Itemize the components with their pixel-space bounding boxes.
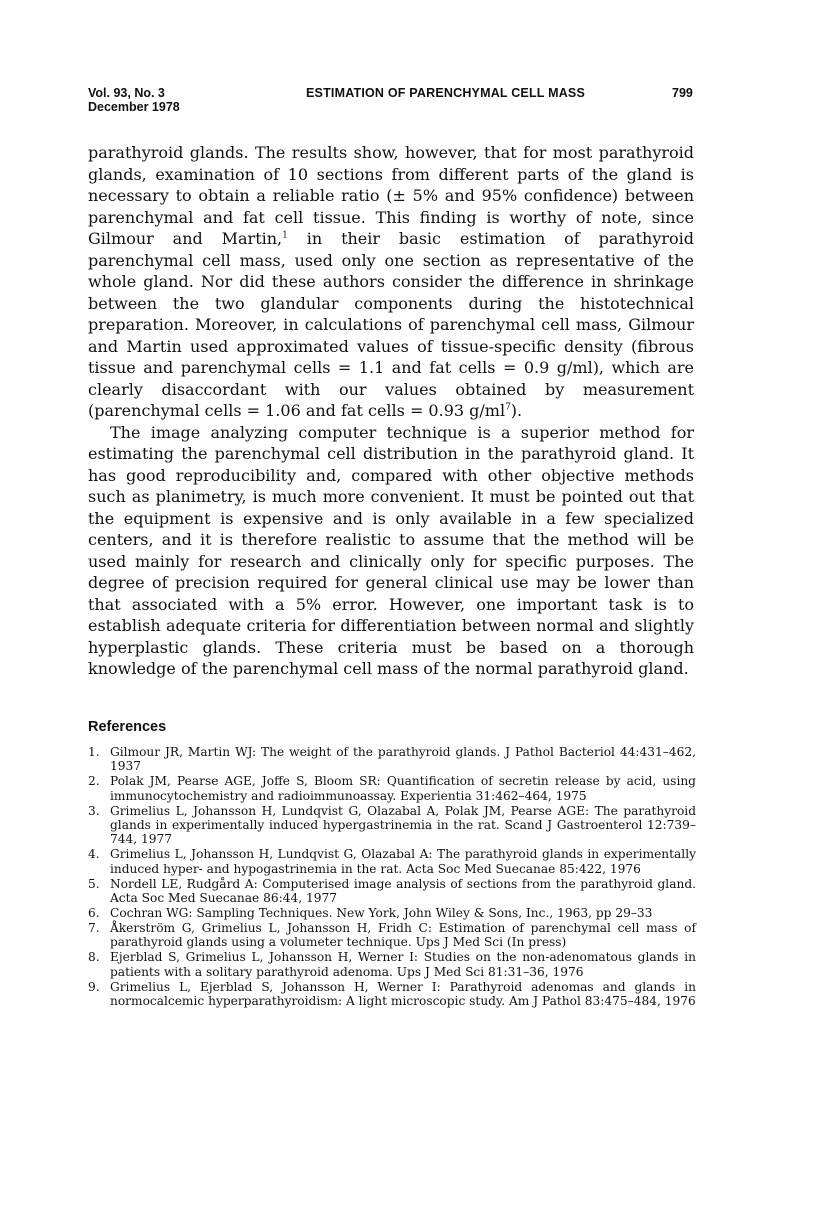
reference-text: Cochran WG: Sampling Techniques. New York, John Wiley & Sons, Inc., 1963, pp 29–33: [110, 905, 653, 920]
references-list: [88, 745, 696, 1009]
reference-number: 6.: [88, 905, 100, 920]
paragraph-1-part-c: ).: [510, 401, 523, 420]
reference-number: 4.: [88, 847, 100, 862]
reference-item: [88, 921, 696, 950]
reference-number: 2.: [88, 774, 100, 789]
reference-item: [88, 980, 696, 1009]
body-text: [88, 142, 694, 680]
reference-number: 5.: [88, 876, 100, 891]
reference-text: Polak JM, Pearse AGE, Joffe S, Bloom SR: Quantification of secretin release by acid, using immunocytochemistry and radioimmunoassay. Experientia 31:462–464, 1975: [110, 774, 696, 803]
reference-item: [88, 950, 696, 979]
volume-number: Vol. 93, No. 3: [88, 86, 165, 100]
reference-text: Grimelius L, Johansson H, Lundqvist G, Olazabal A, Polak JM, Pearse AGE: The parathyroid glands in experimentally induced hypergastrinemia in the rat. Scand J Gastroenterol 12:739–744, 1977: [110, 803, 696, 847]
reference-text: Gilmour JR, Martin WJ: The weight of the parathyroid glands. J Pathol Bacteriol 44:431–462, 1937: [110, 745, 696, 774]
journal-issue: [88, 86, 180, 114]
citation-superscript: 1: [282, 230, 288, 241]
reference-number: 9.: [88, 979, 100, 994]
reference-item: [88, 745, 696, 774]
references-heading: References: [88, 719, 167, 735]
reference-item: [88, 877, 696, 906]
reference-item: [88, 774, 696, 803]
paragraph-2: The image analyzing computer technique is a superior method for estimating the parenchymal cell distribution in the parathyroid gland. It has good reproducibility and, compared with other objective methods such as planimetry, is much more convenient. It must be pointed out that the equipment is expensive and is only available in a few specialized centers, and it is therefore realistic to assume that the method will be used mainly for research and clinically only for specific purposes. The degree of precision required for general clinical use may be lower than that associated with a 5% error. However, one important task is to establish adequate criteria for differentiation between normal and slightly hyperplastic glands. These criteria must be based on a thorough knowledge of the parenchymal cell mass of the normal parathyroid gland.: [88, 422, 694, 678]
reference-text: Ejerblad S, Grimelius L, Johansson H, Werner I: Studies on the non-adenomatous glands in patients with a solitary parathyroid adenoma. Ups J Med Sci 81:31–36, 1976: [110, 950, 696, 979]
reference-item: [88, 804, 696, 847]
reference-text: Åkerström G, Grimelius L, Johansson H, Fridh C: Estimation of parenchymal cell mass of parathyroid glands using a volumeter technique. Ups J Med Sci (In press): [110, 920, 696, 950]
paragraph-1: [88, 142, 694, 422]
reference-item: [88, 847, 696, 876]
reference-text: Nordell LE, Rudgård A: Computerised image analysis of sections from the parathyroid gland. Acta Soc Med Suecanae 86:44, 1977: [110, 876, 696, 906]
reference-number: 3.: [88, 803, 100, 818]
reference-text: Grimelius L, Ejerblad S, Johansson H, Werner I: Parathyroid adenomas and glands in normocalcemic hyperparathyroidism: A light microscopic study. Am J Pathol 83:475–484, 1976: [110, 979, 696, 1008]
reference-number: 7.: [88, 920, 100, 935]
page-number: 799: [672, 86, 693, 100]
issue-date: December 1978: [88, 100, 180, 114]
paragraph-1-part-a: parathyroid glands. The results show, however, that for most parathyroid glands, examination of 10 sections from different parts of the gland is necessary to obtain a reliable ratio (± 5% and 95% confidence) between parenchymal and fat cell tissue. This finding is worthy of note, since Gilmour and Martin,: [88, 143, 694, 248]
reference-text: Grimelius L, Johansson H, Lundqvist G, Olazabal A: The parathyroid glands in experimentally induced hyper- and hypogastrinemia in the rat. Acta Soc Med Suecanae 85:422, 1976: [110, 847, 696, 876]
paragraph-1-part-b: in their basic estimation of parathyroid parenchymal cell mass, used only one section as representative of the whole gland. Nor did these authors consider the difference in shrinkage between the two glandular components during the histotechnical preparation. Moreover, in calculations of parenchymal cell mass, Gilmour and Martin used approximated values of tissue-specific density (fibrous tissue and parenchymal cells = 1.1 and fat cells = 0.9 g/ml), which are clearly disaccordant with our values obtained by measurement (parenchymal cells = 1.06 and fat cells = 0.93 g/ml: [88, 229, 694, 420]
reference-item: [88, 906, 696, 920]
reference-number: 8.: [88, 950, 100, 965]
running-title: ESTIMATION OF PARENCHYMAL CELL MASS: [306, 86, 585, 100]
reference-number: 1.: [88, 745, 100, 759]
citation-superscript: 7: [505, 402, 511, 413]
